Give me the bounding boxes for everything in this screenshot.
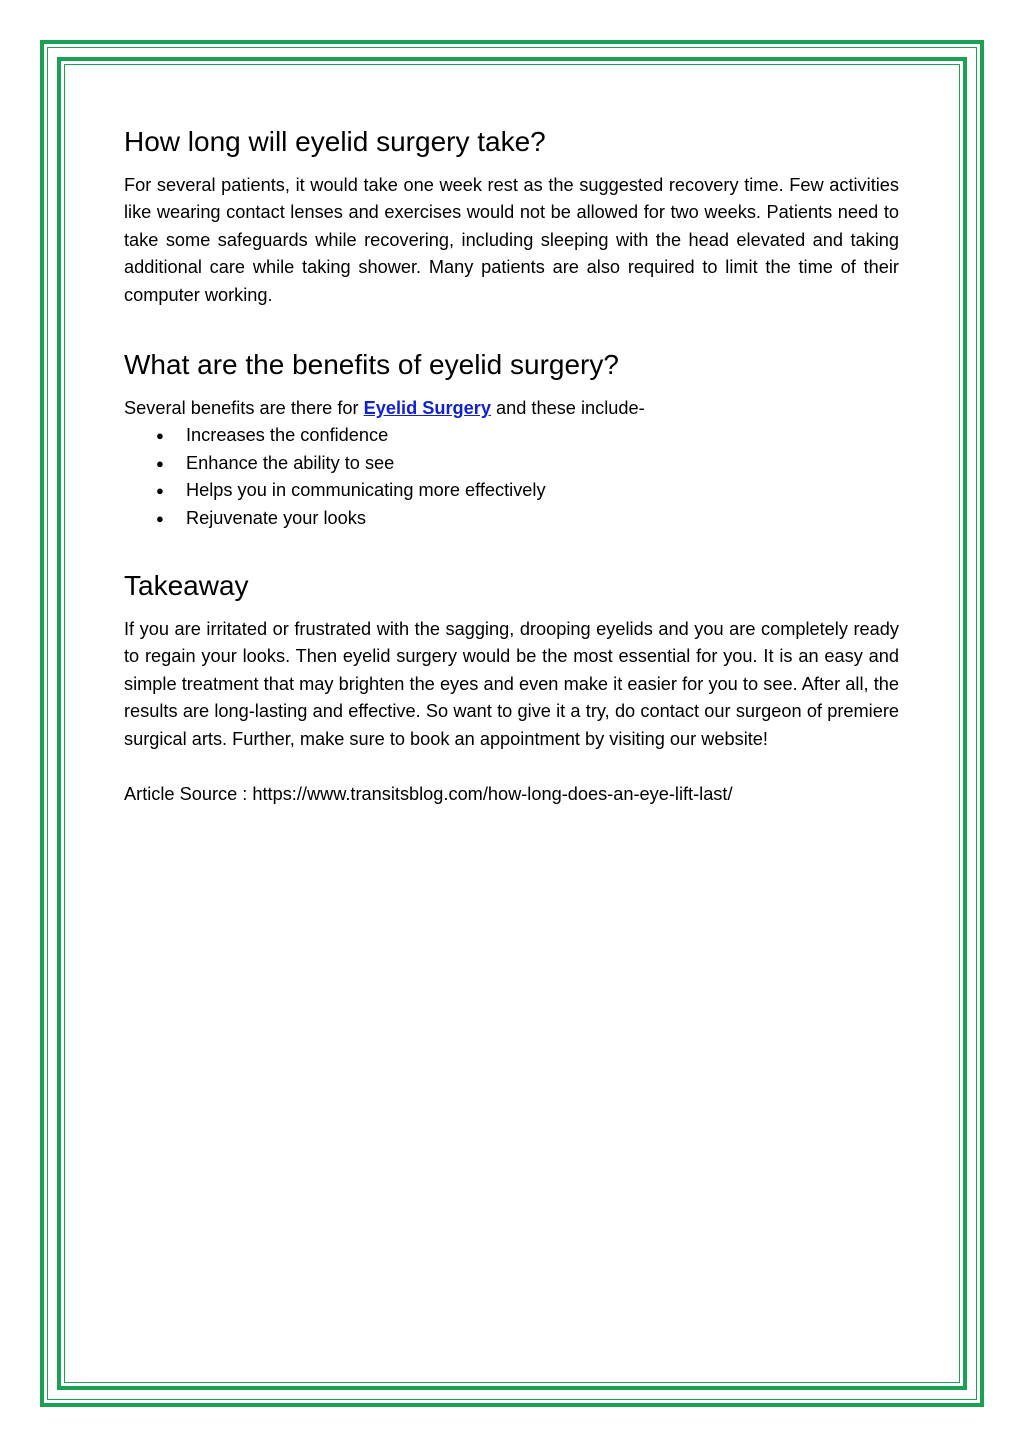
eyelid-surgery-link[interactable]: Eyelid Surgery xyxy=(363,398,491,419)
list-item xyxy=(124,422,899,449)
bullet-icon: ● xyxy=(156,483,164,499)
list-item xyxy=(124,450,899,477)
benefits-intro xyxy=(124,395,899,422)
section-takeaway xyxy=(124,568,899,808)
list-item xyxy=(124,505,899,532)
paragraph-surgery-duration: For several patients, it would take one week rest as the suggested recovery time. Few activities like wearing contact lenses and exercises would not be allowed for two weeks. Patients need to take some safeguards while recovering, including sleeping with the head elevated and taking additional care while taking shower. Many patients are also required to limit the time of their computer working. xyxy=(124,175,899,305)
benefits-intro-text-end: and these include- xyxy=(490,398,645,419)
bullet-icon: ● xyxy=(156,428,164,444)
list-item-text: Helps you in communicating more effectively xyxy=(186,480,546,501)
list-item-text: Enhance the ability to see xyxy=(186,452,395,473)
benefits-list xyxy=(124,422,899,532)
list-item xyxy=(124,477,899,504)
heading-takeaway: Takeaway xyxy=(124,570,249,602)
list-item-text: Rejuvenate your looks xyxy=(186,507,366,528)
list-item-text: Increases the confidence xyxy=(186,425,389,446)
bullet-icon: ● xyxy=(156,455,164,471)
heading-benefits: What are the benefits of eyelid surgery? xyxy=(124,349,619,381)
section-benefits xyxy=(124,347,899,532)
document-content xyxy=(124,124,899,845)
paragraph-takeaway: If you are irritated or frustrated with the sagging, drooping eyelids and you are completely ready to regain your looks. Then eyelid surgery would be the most essential for you. It is an easy and simple treatment that may brighten the eyes and even make it easier for you to see. After all, the results are long-lasting and effective. So want to give it a try, do contact our surgeon of premiere surgical arts. Further, make sure to book an appointment by visiting our website! xyxy=(124,619,899,749)
article-source: Article Source : https://www.transitsblog.com/how-long-does-an-eye-lift-last/ xyxy=(124,784,733,805)
bullet-icon: ● xyxy=(156,510,164,526)
benefits-intro-text: Several benefits are there for xyxy=(124,398,364,419)
section-surgery-duration xyxy=(124,124,899,309)
heading-surgery-duration: How long will eyelid surgery take? xyxy=(124,126,546,157)
